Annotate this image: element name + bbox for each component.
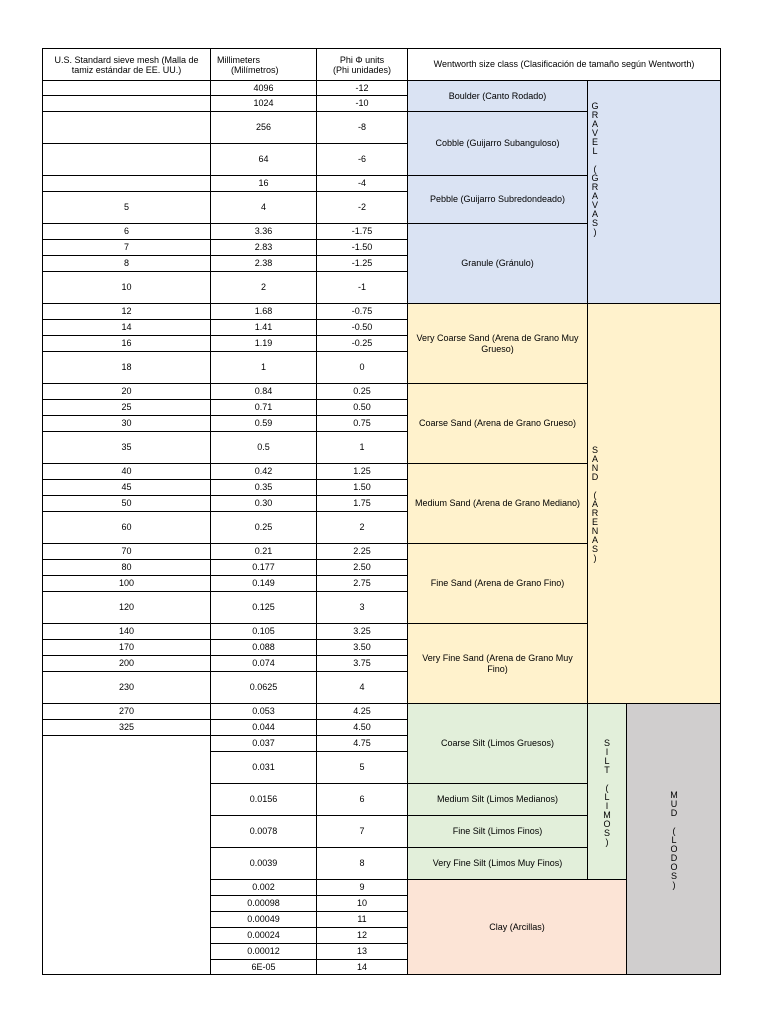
phi-cell bbox=[316, 575, 407, 591]
phi-cell bbox=[316, 847, 407, 879]
phi-cell bbox=[316, 95, 407, 111]
phi-cell bbox=[316, 943, 407, 959]
millimeters-value: 0.031 bbox=[252, 762, 275, 772]
table-border-right bbox=[720, 48, 721, 975]
mesh-value: 12 bbox=[121, 306, 132, 316]
phi-cell bbox=[316, 703, 407, 719]
mesh-cell bbox=[42, 303, 210, 319]
mesh-cell bbox=[42, 143, 210, 175]
class-cell-silt bbox=[407, 815, 587, 847]
phi-value: -0.50 bbox=[351, 322, 373, 332]
millimeters-value: 0.053 bbox=[252, 706, 275, 716]
mesh-value: 230 bbox=[118, 682, 135, 692]
mesh-value: 170 bbox=[118, 642, 135, 652]
millimeters-cell bbox=[210, 431, 316, 463]
class-label: Pebble (Guijarro Subredondeado) bbox=[429, 194, 566, 204]
millimeters-value: 0.037 bbox=[252, 738, 275, 748]
millimeters-cell bbox=[210, 671, 316, 703]
mesh-cell-merged-blank bbox=[42, 735, 210, 975]
phi-cell bbox=[316, 239, 407, 255]
phi-cell bbox=[316, 655, 407, 671]
mesh-cell bbox=[42, 543, 210, 559]
phi-cell bbox=[316, 719, 407, 735]
group-cell-mud bbox=[626, 703, 721, 975]
millimeters-value: 4096 bbox=[253, 82, 274, 93]
millimeters-value: 1024 bbox=[253, 98, 274, 108]
millimeters-value: 0.002 bbox=[252, 882, 275, 892]
phi-value: 0 bbox=[359, 362, 365, 372]
mesh-cell bbox=[42, 671, 210, 703]
phi-value: 1.50 bbox=[353, 482, 371, 492]
class-label: Cobble (Guijarro Subanguloso) bbox=[435, 138, 560, 148]
millimeters-value: 0.044 bbox=[252, 722, 275, 732]
millimeters-cell bbox=[210, 191, 316, 223]
phi-cell bbox=[316, 543, 407, 559]
class-cell-gravel bbox=[407, 223, 587, 303]
phi-value: 3 bbox=[359, 602, 365, 612]
header-wentworth-class: Wentworth size class (Clasificación de tamaño según Wentworth) bbox=[407, 48, 721, 80]
group-cell-silt bbox=[587, 703, 626, 879]
mesh-value: 50 bbox=[121, 498, 132, 508]
class-label: Very Fine Sand (Arena de Grano Muy Fino) bbox=[422, 652, 573, 674]
phi-cell bbox=[316, 383, 407, 399]
millimeters-value: 0.30 bbox=[254, 498, 273, 508]
phi-value: 3.50 bbox=[353, 642, 371, 652]
mesh-value: 40 bbox=[121, 466, 132, 476]
group-label: SILT (LIMOS) bbox=[602, 737, 612, 846]
class-cell-silt bbox=[407, 783, 587, 815]
phi-cell bbox=[316, 271, 407, 303]
class-label: Clay (Arcillas) bbox=[489, 922, 545, 932]
mesh-value: 20 bbox=[121, 386, 132, 396]
mesh-value: 30 bbox=[121, 418, 132, 428]
mesh-value: 5 bbox=[123, 202, 129, 212]
millimeters-value: 0.0625 bbox=[249, 682, 278, 692]
millimeters-cell bbox=[210, 255, 316, 271]
class-label: Coarse Silt (Limos Gruesos) bbox=[440, 738, 555, 748]
mesh-cell bbox=[42, 80, 210, 95]
header-millimeters bbox=[210, 48, 316, 80]
mesh-cell bbox=[42, 591, 210, 623]
phi-cell bbox=[316, 879, 407, 895]
class-cell-silt bbox=[407, 847, 587, 879]
phi-value: 6 bbox=[359, 794, 365, 804]
millimeters-value: 16 bbox=[258, 178, 269, 188]
class-label: Medium Silt (Limos Medianos) bbox=[436, 794, 559, 804]
table-border-bottom bbox=[42, 974, 721, 975]
phi-value: 0.75 bbox=[353, 418, 371, 428]
phi-value: 4 bbox=[359, 682, 365, 692]
class-label: Fine Silt (Limos Finos) bbox=[452, 826, 543, 836]
phi-cell bbox=[316, 959, 407, 975]
phi-value: 12 bbox=[356, 930, 367, 940]
phi-value: 1.75 bbox=[353, 498, 371, 508]
class-cell-sand bbox=[407, 623, 587, 703]
class-cell-gravel bbox=[407, 175, 587, 223]
millimeters-value: 0.074 bbox=[252, 658, 275, 668]
class-label: Boulder (Canto Rodado) bbox=[448, 90, 547, 101]
mesh-cell bbox=[42, 383, 210, 399]
phi-cell bbox=[316, 671, 407, 703]
millimeters-value: 1.68 bbox=[254, 306, 273, 316]
millimeters-cell bbox=[210, 543, 316, 559]
millimeters-value: 0.088 bbox=[252, 642, 275, 652]
mesh-cell bbox=[42, 431, 210, 463]
mesh-value: 100 bbox=[118, 578, 135, 588]
millimeters-value: 2.83 bbox=[254, 242, 273, 252]
millimeters-cell bbox=[210, 383, 316, 399]
millimeters-cell bbox=[210, 143, 316, 175]
millimeters-cell bbox=[210, 735, 316, 751]
class-label: Very Coarse Sand (Arena de Grano Muy Grueso) bbox=[416, 332, 579, 354]
mesh-cell bbox=[42, 111, 210, 143]
phi-cell bbox=[316, 495, 407, 511]
phi-value: 3.75 bbox=[353, 658, 371, 668]
millimeters-cell bbox=[210, 223, 316, 239]
millimeters-value: 0.00024 bbox=[247, 930, 280, 940]
class-label: Medium Sand (Arena de Grano Mediano) bbox=[414, 498, 581, 508]
mesh-value: 120 bbox=[118, 602, 135, 612]
mesh-value: 200 bbox=[118, 658, 135, 668]
mesh-value: 60 bbox=[121, 522, 132, 532]
mesh-value: 16 bbox=[121, 338, 132, 348]
phi-value: 13 bbox=[356, 946, 367, 956]
mesh-value: 140 bbox=[118, 626, 135, 636]
millimeters-value: 0.105 bbox=[252, 626, 275, 636]
millimeters-cell bbox=[210, 415, 316, 431]
mesh-cell bbox=[42, 191, 210, 223]
mesh-cell bbox=[42, 575, 210, 591]
mesh-cell bbox=[42, 511, 210, 543]
mesh-value: 80 bbox=[121, 562, 132, 572]
class-cell-silt bbox=[407, 703, 587, 783]
millimeters-cell bbox=[210, 239, 316, 255]
phi-cell bbox=[316, 623, 407, 639]
phi-value: 2.50 bbox=[353, 562, 371, 572]
millimeters-cell bbox=[210, 399, 316, 415]
millimeters-value: 0.177 bbox=[252, 562, 275, 572]
phi-cell bbox=[316, 431, 407, 463]
phi-cell bbox=[316, 111, 407, 143]
phi-value: -4 bbox=[357, 178, 366, 188]
phi-value: -8 bbox=[357, 122, 366, 132]
millimeters-value: 0.125 bbox=[252, 602, 275, 612]
mesh-cell bbox=[42, 655, 210, 671]
millimeters-value: 2 bbox=[260, 282, 266, 292]
mesh-value: 7 bbox=[123, 242, 129, 252]
phi-cell bbox=[316, 175, 407, 191]
group-cell-gravel bbox=[587, 80, 721, 303]
millimeters-cell bbox=[210, 303, 316, 319]
phi-value: 10 bbox=[356, 898, 367, 908]
header-millimeters-en: Millimeters bbox=[217, 54, 261, 65]
millimeters-value: 0.21 bbox=[254, 546, 273, 556]
millimeters-value: 0.00049 bbox=[247, 914, 280, 924]
phi-value: -1.25 bbox=[351, 258, 373, 268]
mesh-value: 14 bbox=[121, 322, 132, 332]
mesh-cell bbox=[42, 255, 210, 271]
millimeters-cell bbox=[210, 895, 316, 911]
mesh-cell bbox=[42, 271, 210, 303]
class-cell-gravel bbox=[407, 111, 587, 175]
header-phi bbox=[316, 48, 407, 80]
class-cell-sand bbox=[407, 543, 587, 623]
millimeters-cell bbox=[210, 655, 316, 671]
millimeters-value: 256 bbox=[255, 122, 272, 132]
phi-cell bbox=[316, 511, 407, 543]
phi-cell bbox=[316, 463, 407, 479]
mesh-cell bbox=[42, 239, 210, 255]
mesh-value: 35 bbox=[121, 442, 132, 452]
group-label: SAND (ARENAS) bbox=[590, 445, 600, 562]
millimeters-value: 0.0039 bbox=[249, 858, 278, 868]
millimeters-cell bbox=[210, 639, 316, 655]
phi-value: 2 bbox=[359, 522, 365, 532]
millimeters-cell bbox=[210, 479, 316, 495]
phi-cell bbox=[316, 335, 407, 351]
phi-value: -1 bbox=[357, 282, 366, 292]
millimeters-cell bbox=[210, 751, 316, 783]
millimeters-value: 64 bbox=[258, 154, 269, 164]
mesh-cell bbox=[42, 639, 210, 655]
phi-cell bbox=[316, 591, 407, 623]
millimeters-cell bbox=[210, 943, 316, 959]
phi-value: -6 bbox=[357, 154, 366, 164]
mud-label: MUD (LODOS) bbox=[669, 790, 679, 889]
phi-value: -0.25 bbox=[351, 338, 373, 348]
mesh-value: 270 bbox=[118, 706, 135, 716]
phi-value: 8 bbox=[359, 858, 365, 868]
phi-value: -10 bbox=[355, 98, 369, 108]
phi-value: -1.75 bbox=[351, 226, 373, 236]
phi-value: 2.25 bbox=[353, 546, 371, 556]
phi-value: 0.50 bbox=[353, 402, 371, 412]
millimeters-cell bbox=[210, 80, 316, 95]
phi-value: 4.25 bbox=[353, 706, 371, 716]
class-label: Coarse Sand (Arena de Grano Grueso) bbox=[418, 418, 577, 428]
phi-cell bbox=[316, 143, 407, 175]
millimeters-value: 0.59 bbox=[254, 418, 273, 428]
phi-cell bbox=[316, 415, 407, 431]
phi-value: 7 bbox=[359, 826, 365, 836]
header-millimeters-es: (Milímetros) bbox=[231, 64, 279, 75]
mesh-cell bbox=[42, 415, 210, 431]
table-border-left bbox=[42, 48, 43, 975]
phi-value: 0.25 bbox=[353, 386, 371, 396]
mesh-cell bbox=[42, 399, 210, 415]
millimeters-cell bbox=[210, 271, 316, 303]
millimeters-value: 0.71 bbox=[254, 402, 273, 412]
phi-cell bbox=[316, 191, 407, 223]
phi-value: -1.50 bbox=[351, 242, 373, 252]
millimeters-value: 0.42 bbox=[254, 466, 273, 476]
mesh-cell bbox=[42, 559, 210, 575]
millimeters-cell bbox=[210, 111, 316, 143]
millimeters-value: 1.41 bbox=[254, 322, 273, 332]
header-phi-en: Phi Φ units bbox=[339, 54, 385, 65]
class-label: Fine Sand (Arena de Grano Fino) bbox=[430, 578, 565, 588]
mesh-cell bbox=[42, 623, 210, 639]
millimeters-value: 1.19 bbox=[254, 338, 273, 348]
millimeters-value: 0.0078 bbox=[249, 826, 278, 836]
millimeters-value: 4 bbox=[260, 202, 266, 212]
millimeters-cell bbox=[210, 351, 316, 383]
phi-value: 2.75 bbox=[353, 578, 371, 588]
mesh-cell bbox=[42, 351, 210, 383]
phi-value: -0.75 bbox=[351, 306, 373, 316]
millimeters-cell bbox=[210, 319, 316, 335]
phi-value: -2 bbox=[357, 202, 366, 212]
class-cell-clay bbox=[407, 879, 626, 975]
millimeters-cell bbox=[210, 175, 316, 191]
phi-cell bbox=[316, 895, 407, 911]
millimeters-cell bbox=[210, 847, 316, 879]
header-sieve-mesh: U.S. Standard sieve mesh (Malla de tamiz estándar de EE. UU.) bbox=[42, 48, 210, 80]
class-cell-gravel bbox=[407, 80, 587, 111]
phi-cell bbox=[316, 80, 407, 95]
mesh-value: 25 bbox=[121, 402, 132, 412]
mesh-cell bbox=[42, 95, 210, 111]
millimeters-cell bbox=[210, 591, 316, 623]
millimeters-cell bbox=[210, 559, 316, 575]
class-label: Very Fine Silt (Limos Muy Finos) bbox=[432, 858, 563, 868]
mesh-cell bbox=[42, 463, 210, 479]
phi-cell bbox=[316, 351, 407, 383]
phi-value: 1 bbox=[359, 442, 365, 452]
mesh-value: 8 bbox=[123, 258, 129, 268]
phi-cell bbox=[316, 751, 407, 783]
phi-cell bbox=[316, 223, 407, 239]
millimeters-cell bbox=[210, 927, 316, 943]
phi-cell bbox=[316, 639, 407, 655]
phi-cell bbox=[316, 255, 407, 271]
mesh-value: 18 bbox=[121, 362, 132, 372]
mesh-value: 45 bbox=[121, 482, 132, 492]
millimeters-value: 0.84 bbox=[254, 386, 273, 396]
mesh-cell bbox=[42, 719, 210, 735]
mesh-cell bbox=[42, 335, 210, 351]
mesh-value: 10 bbox=[121, 282, 132, 292]
mesh-cell bbox=[42, 495, 210, 511]
millimeters-value: 1 bbox=[260, 362, 266, 372]
mesh-cell bbox=[42, 479, 210, 495]
millimeters-value: 0.0156 bbox=[249, 794, 278, 804]
millimeters-value: 2.38 bbox=[254, 258, 273, 268]
class-label: Granule (Gránulo) bbox=[461, 258, 534, 268]
phi-cell bbox=[316, 479, 407, 495]
millimeters-value: 0.00012 bbox=[247, 946, 280, 956]
millimeters-cell bbox=[210, 911, 316, 927]
millimeters-cell bbox=[210, 95, 316, 111]
mesh-cell bbox=[42, 319, 210, 335]
millimeters-cell bbox=[210, 511, 316, 543]
phi-value: 9 bbox=[359, 882, 365, 892]
millimeters-cell bbox=[210, 879, 316, 895]
phi-cell bbox=[316, 927, 407, 943]
phi-value: 14 bbox=[356, 962, 367, 972]
mesh-cell bbox=[42, 175, 210, 191]
millimeters-cell bbox=[210, 959, 316, 975]
mesh-value: 6 bbox=[123, 226, 129, 236]
phi-value: 4.50 bbox=[353, 722, 371, 732]
phi-cell bbox=[316, 783, 407, 815]
header-phi-es: (Phi unidades) bbox=[332, 64, 392, 75]
millimeters-cell bbox=[210, 703, 316, 719]
group-label: GRAVEL (GRAVAS) bbox=[590, 101, 600, 236]
millimeters-cell bbox=[210, 623, 316, 639]
phi-cell bbox=[316, 399, 407, 415]
class-cell-sand bbox=[407, 303, 587, 383]
mesh-cell bbox=[42, 703, 210, 719]
phi-cell bbox=[316, 735, 407, 751]
millimeters-value: 0.25 bbox=[254, 522, 273, 532]
millimeters-value: 0.5 bbox=[257, 442, 270, 452]
millimeters-cell bbox=[210, 495, 316, 511]
group-cell-sand bbox=[587, 303, 721, 703]
mesh-value: 70 bbox=[121, 546, 132, 556]
phi-value: 5 bbox=[359, 762, 365, 772]
phi-cell bbox=[316, 911, 407, 927]
millimeters-cell bbox=[210, 815, 316, 847]
millimeters-value: 0.149 bbox=[252, 578, 275, 588]
phi-cell bbox=[316, 559, 407, 575]
millimeters-cell bbox=[210, 335, 316, 351]
phi-cell bbox=[316, 815, 407, 847]
millimeters-cell bbox=[210, 463, 316, 479]
millimeters-cell bbox=[210, 719, 316, 735]
phi-value: 11 bbox=[357, 914, 367, 924]
millimeters-value: 0.35 bbox=[254, 482, 273, 492]
phi-value: 1.25 bbox=[353, 466, 371, 476]
millimeters-cell bbox=[210, 783, 316, 815]
phi-cell bbox=[316, 303, 407, 319]
mesh-value: 325 bbox=[118, 722, 135, 732]
millimeters-cell bbox=[210, 575, 316, 591]
millimeters-value: 3.36 bbox=[254, 226, 273, 236]
phi-value: 4.75 bbox=[353, 738, 371, 748]
phi-value: 3.25 bbox=[353, 626, 371, 636]
millimeters-value: 6E-05 bbox=[251, 962, 276, 972]
mesh-cell bbox=[42, 223, 210, 239]
millimeters-value: 0.00098 bbox=[247, 898, 280, 908]
phi-cell bbox=[316, 319, 407, 335]
class-cell-sand bbox=[407, 383, 587, 463]
class-cell-sand bbox=[407, 463, 587, 543]
phi-value: -12 bbox=[355, 82, 369, 93]
